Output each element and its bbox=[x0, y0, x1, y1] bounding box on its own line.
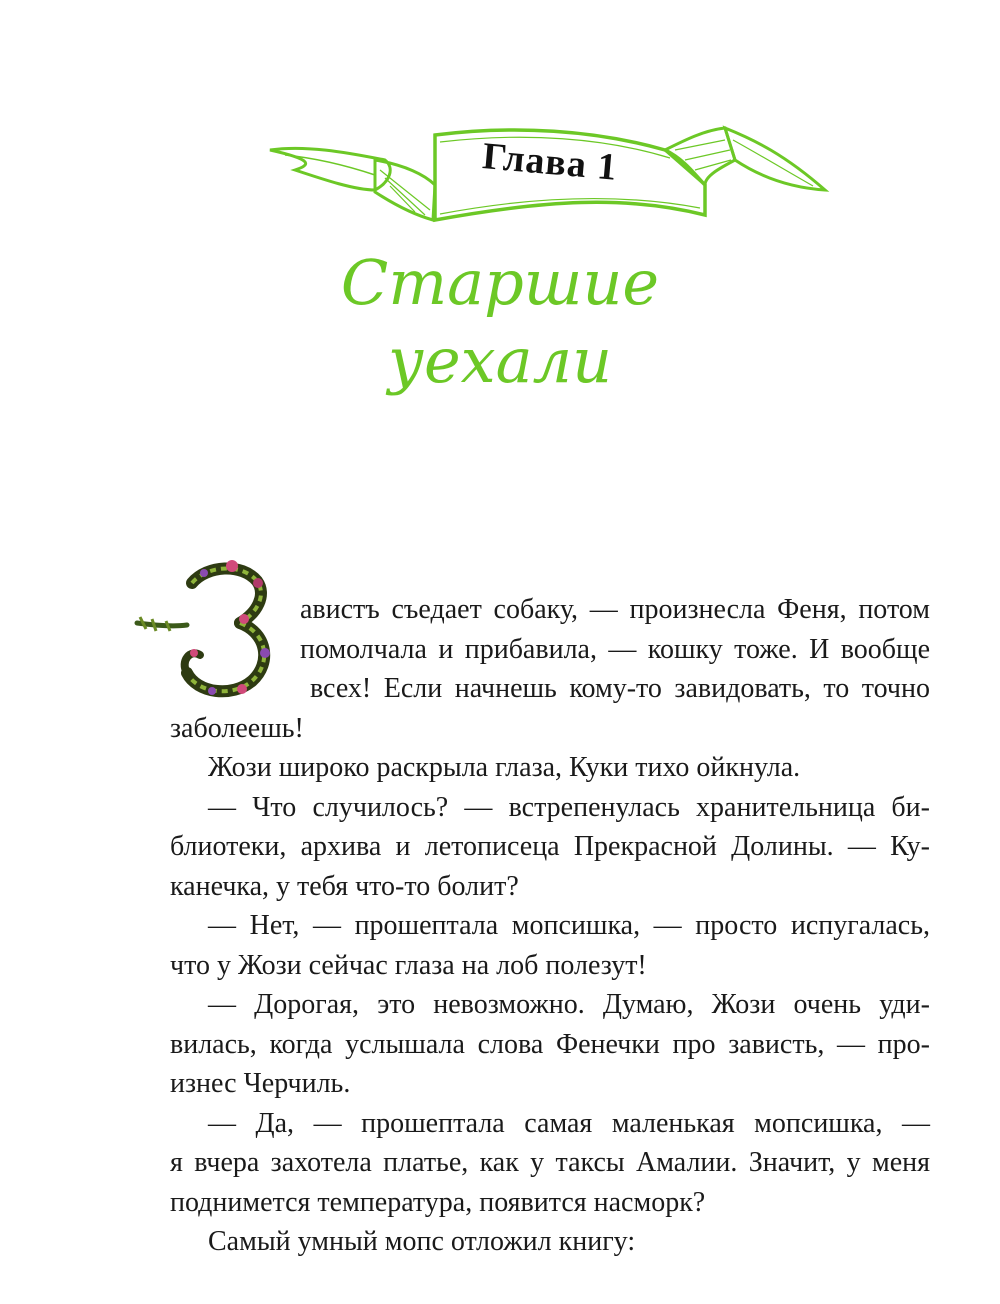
chapter-label: Глава 1 bbox=[480, 135, 620, 189]
text-line: изнес Черчиль. bbox=[170, 1068, 351, 1099]
text-line: Жози широко раскрыла глаза, Куки тихо ойкнула. bbox=[208, 752, 801, 783]
chapter-title-line-1: Старшие bbox=[340, 246, 660, 319]
chapter-title-line-2: уехали bbox=[388, 324, 612, 397]
text-line: — Нет, — прошептала мопсишка, — просто испугалась, bbox=[208, 910, 930, 941]
text-line: помолчала и прибавила, — кошку тоже. И вообще bbox=[300, 633, 930, 665]
text-line: я вчера захотела платье, как у таксы Амалии. Значит, у меня bbox=[170, 1147, 930, 1178]
text-line: блиотеки, архива и летописеца Прекрасной Долины. — Ку- bbox=[170, 831, 930, 862]
text-line: поднимется температура, появится насморк? bbox=[170, 1186, 706, 1218]
text-line: — Что случилось? — встрепенулась хранительница би- bbox=[208, 791, 930, 823]
text-line: вилась, когда услышала слова Фенечки про зависть, — про- bbox=[170, 1028, 930, 1060]
text-line: канечка, у тебя что-то болит? bbox=[170, 870, 519, 902]
text-line: авистъ съедает собаку, — произнесла Феня, потом bbox=[300, 594, 930, 625]
text-line: что у Жози сейчас глаза на лоб полезут! bbox=[170, 949, 647, 981]
text-line: Самый умный мопс отложил книгу: bbox=[208, 1226, 636, 1257]
text-line: — Да, — прошептала самая маленькая мопсишка, — bbox=[208, 1107, 930, 1139]
text-line: всех! Если начнешь кому-то завидовать, то точно bbox=[310, 673, 930, 704]
body-text bbox=[170, 590, 930, 1262]
text-line: — Дорогая, это невозможно. Думаю, Жози очень уди- bbox=[208, 989, 930, 1020]
text-line: заболеешь! bbox=[170, 712, 304, 744]
